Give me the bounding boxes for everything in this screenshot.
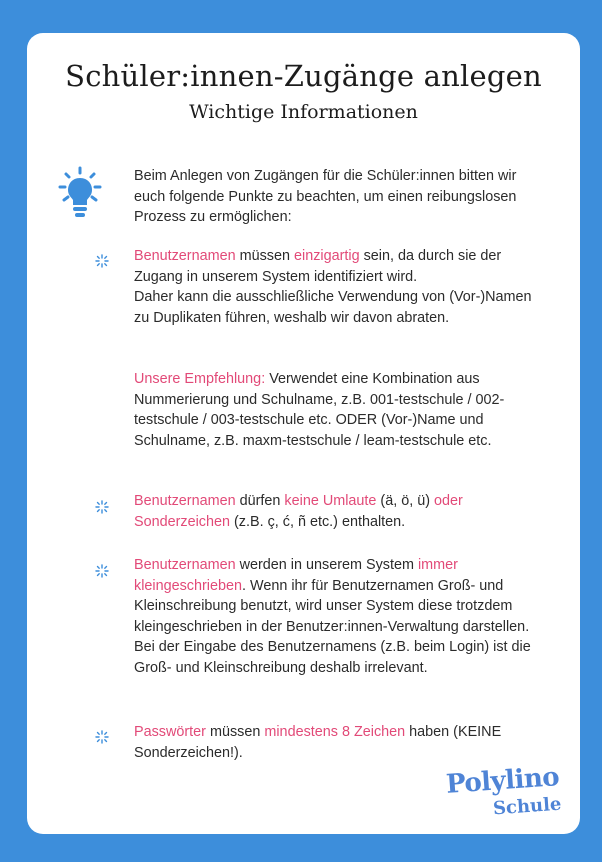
point-1-text bbox=[134, 246, 534, 328]
text-segment: (ä, ö, ü) bbox=[376, 493, 435, 509]
highlight-term: Benutzernamen bbox=[134, 248, 236, 264]
highlight-term: immer kleingeschrieben bbox=[134, 557, 458, 594]
recommendation-label: Unsere Empfehlung: bbox=[134, 371, 266, 387]
sparkle-icon bbox=[95, 254, 109, 268]
highlight-term: keine Umlaute bbox=[284, 493, 377, 509]
text-segment: haben (KEINE Sonderzeichen!). bbox=[134, 724, 502, 761]
polylino-logo bbox=[425, 762, 565, 826]
text-segment: werden in unserem System bbox=[235, 557, 418, 573]
info-card bbox=[27, 33, 580, 834]
text-segment: Daher kann die ausschließliche Verwendung von (Vor-)Namen zu Duplikaten führen, weshalb wir davon abraten. bbox=[134, 289, 532, 326]
intro-text: Beim Anlegen von Zugängen für die Schüler:innen bitten wir euch folgende Punkte zu beachten, um einen reibungslosen Prozess zu ermöglichen: bbox=[134, 168, 517, 225]
point-2-text bbox=[134, 491, 514, 532]
recommendation-text bbox=[134, 369, 534, 451]
logo-line-2: Schule bbox=[491, 793, 562, 820]
highlight-term: Benutzernamen bbox=[134, 557, 236, 573]
page-subtitle: Wichtige Informationen bbox=[189, 101, 418, 123]
text-segment: . Wenn ihr für Benutzernamen Groß- und Kleinschreibung benutzt, wird unser System diese trotzdem kleingeschrieben in der Benutzer:innen-Verwaltung darstellen. Bei der Eingabe des Benutzernamens (z.B. beim Login) ist die Groß- und Kleinschreibung deshalb irrelevant. bbox=[134, 577, 531, 676]
highlight-term: oder Sonderzeichen bbox=[134, 493, 463, 530]
logo-line-1: Polylino bbox=[444, 762, 560, 800]
highlight-term: mindestens 8 Zeichen bbox=[264, 724, 406, 740]
highlight-term: einzigartig bbox=[294, 248, 360, 264]
highlight-term: Benutzernamen bbox=[134, 493, 236, 509]
point-4-text bbox=[134, 722, 534, 763]
text-segment: müssen bbox=[205, 724, 265, 740]
text-segment: Verwendet eine Kombination aus Nummerierung und Schulname, z.B. 001-testschule / 002-testschule / 003-testschule etc. ODER (Vor-)Name und Schulname, z.B. maxm-testschule / leam-testschule etc. bbox=[134, 371, 505, 449]
sparkle-icon bbox=[95, 730, 109, 744]
text-segment: sein, da durch sie der Zugang in unserem System identifiziert wird. bbox=[134, 248, 502, 285]
text-segment: müssen bbox=[235, 248, 294, 264]
highlight-term: Passwörter bbox=[134, 724, 206, 740]
lightbulb-icon bbox=[58, 166, 102, 220]
point-3-text bbox=[134, 555, 539, 678]
text-segment: (z.B. ç, ć, ñ etc.) enthalten. bbox=[230, 513, 406, 530]
text-segment: dürfen bbox=[235, 493, 285, 509]
page-title: Schüler:innen-Zugänge anlegen bbox=[65, 59, 542, 93]
sparkle-icon bbox=[95, 500, 109, 514]
sparkle-icon bbox=[95, 564, 109, 578]
